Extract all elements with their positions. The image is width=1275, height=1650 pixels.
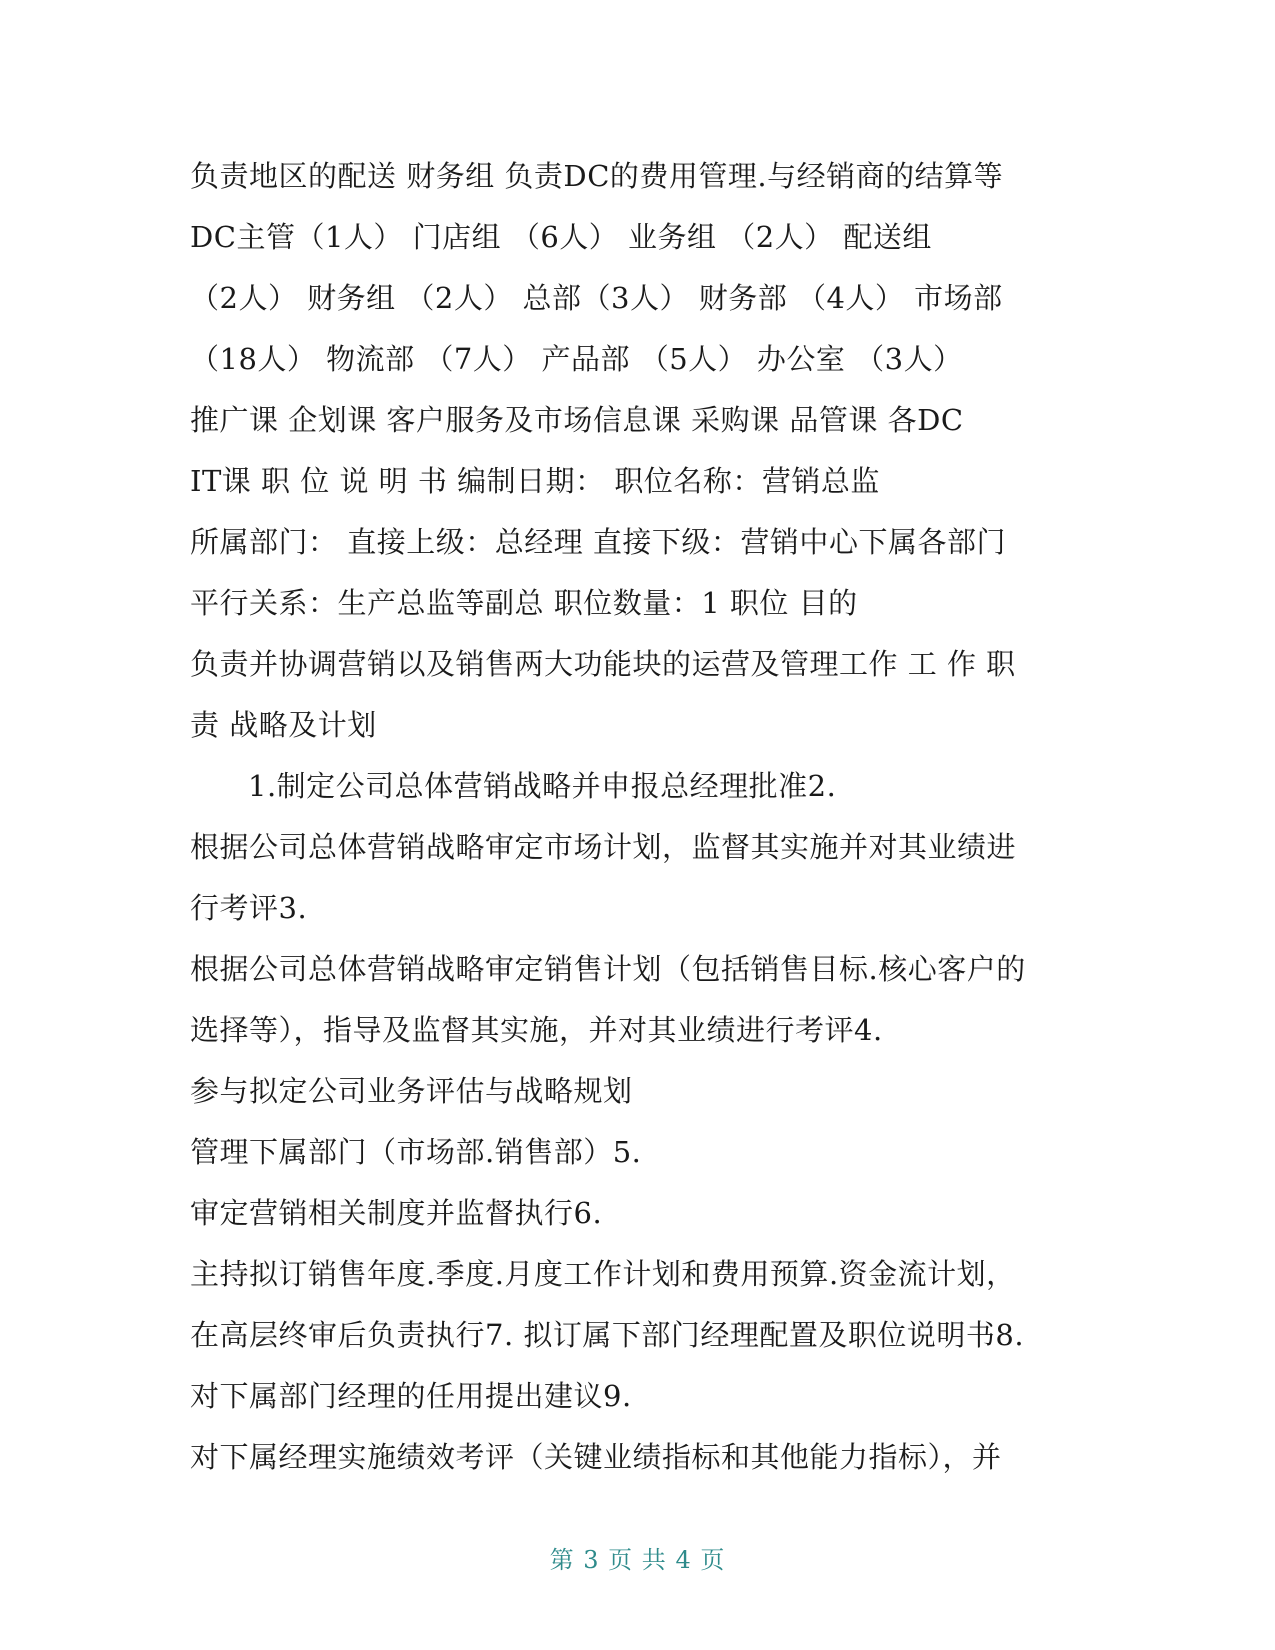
text-line: （2人） 财务组 （2人） 总部（3人） 财务部 （4人） 市场部 <box>190 281 1003 315</box>
text-line: （18人） 物流部 （7人） 产品部 （5人） 办公室 （3人） <box>190 342 963 376</box>
page-number-footer: 第 3 页 共 4 页 <box>549 1546 726 1574</box>
text-line: 行考评3. <box>190 891 308 925</box>
text-line: 审定营销相关制度并监督执行6. <box>190 1196 603 1230</box>
text-line: DC主管（1人） 门店组 （6人） 业务组 （2人） 配送组 <box>190 220 932 254</box>
text-line: 平行关系：生产总监等副总 职位数量：1 职位 目的 <box>190 586 858 620</box>
text-line-indented: 1.制定公司总体营销战略并申报总经理批准2. <box>248 769 837 803</box>
text-line: 参与拟定公司业务评估与战略规划 <box>190 1074 633 1108</box>
text-line: IT课 职 位 说 明 书 编制日期： 职位名称：营销总监 <box>190 464 880 498</box>
text-line: 根据公司总体营销战略审定市场计划，监督其实施并对其业绩进 <box>190 830 1017 864</box>
text-line: 对下属经理实施绩效考评（关键业绩指标和其他能力指标），并 <box>190 1440 1002 1474</box>
text-line: 在高层终审后负责执行7. 拟订属下部门经理配置及职位说明书8. <box>190 1318 1025 1352</box>
document-body <box>190 146 1090 1488</box>
text-line: 根据公司总体营销战略审定销售计划（包括销售目标.核心客户的 <box>190 952 1026 986</box>
text-line: 推广课 企划课 客户服务及市场信息课 采购课 品管课 各DC <box>190 403 964 437</box>
text-line: 负责地区的配送 财务组 负责DC的费用管理.与经销商的结算等 <box>190 159 1004 193</box>
text-line: 对下属部门经理的任用提出建议9. <box>190 1379 632 1413</box>
text-line: 管理下属部门（市场部.销售部）5. <box>190 1135 642 1169</box>
text-line: 负责并协调营销以及销售两大功能块的运营及管理工作 工 作 职 <box>190 647 1016 681</box>
text-line: 主持拟订销售年度.季度.月度工作计划和费用预算.资金流计划， <box>190 1257 1016 1291</box>
text-line: 所属部门： 直接上级：总经理 直接下级：营销中心下属各部门 <box>190 525 1006 559</box>
text-line: 责 战略及计划 <box>190 708 377 742</box>
text-line: 选择等），指导及监督其实施，并对其业绩进行考评4. <box>190 1013 883 1047</box>
